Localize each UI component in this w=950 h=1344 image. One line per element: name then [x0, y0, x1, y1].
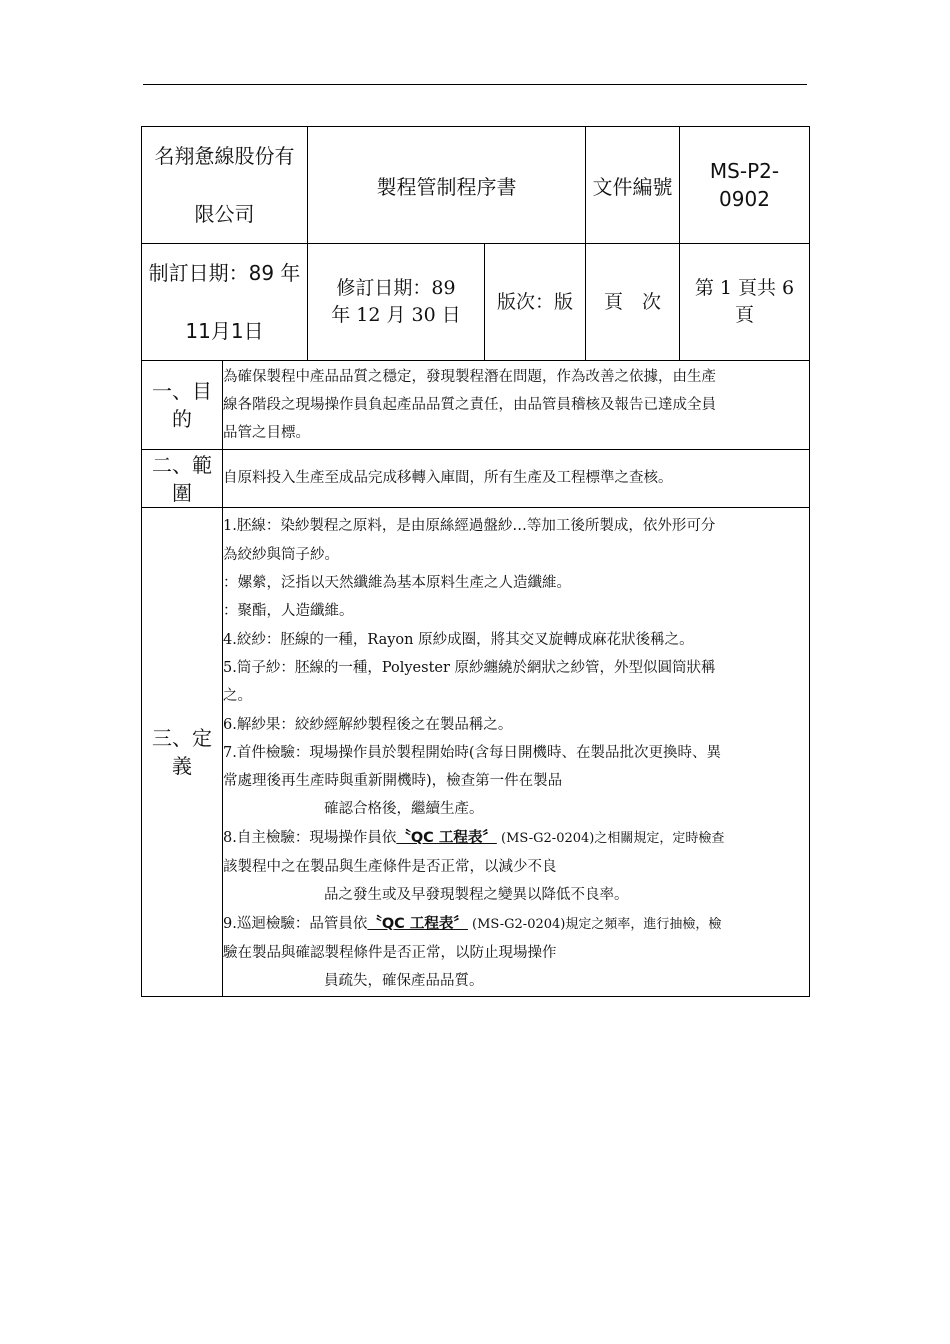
document-title: 製程管制程序書	[308, 127, 586, 244]
created-date-line2: 11月1日	[185, 319, 264, 343]
revised-date-cell	[308, 244, 485, 361]
definition-line	[223, 824, 809, 853]
scope-label-line2: 圍	[172, 480, 192, 505]
d8-suffix: (MS-G2-0204)之相關規定，定時檢查	[496, 830, 725, 846]
definitions-label	[142, 508, 223, 997]
definitions-label-line1: 三、定	[152, 726, 212, 750]
created-date-cell	[142, 244, 308, 361]
d9-suffix: (MS-G2-0204)規定之頻率，進行抽檢，檢	[467, 916, 722, 932]
scope-line: 自原料投入生產至成品完成移轉入庫間，所有生產及工程標準之查核。	[223, 470, 673, 487]
page-count-line1: 第 1 頁共 6	[694, 277, 795, 299]
definition-line: 4.絞紗：胚線的一種，Rayon 原紗成圈，將其交叉旋轉成麻花狀後稱之。	[223, 631, 694, 648]
definition-line: 該製程中之在製品與生產條件是否正常，以減少不良	[223, 859, 557, 876]
header-row	[142, 127, 810, 244]
revised-date-line2: 年 12 月 30 日	[331, 304, 461, 326]
scope-label	[142, 450, 223, 508]
purpose-row	[142, 361, 810, 450]
definition-line: 之。	[223, 688, 252, 705]
scope-text	[223, 450, 810, 508]
definition-line: 5.筒子紗：胚線的一種，Polyester 原紗纏繞於網狀之紗管，外型似圓筒狀稱	[223, 659, 716, 676]
meta-row	[142, 244, 810, 361]
definitions-text	[223, 508, 810, 997]
definition-line: 6.解紗果：絞紗經解紗製程後之在製品稱之。	[223, 716, 513, 733]
purpose-text	[223, 361, 810, 450]
page-label-cell: 頁 次	[586, 244, 680, 361]
definition-line: 7.首件檢驗：現場操作員於製程開始時(含每日開機時、在製品批次更換時、異	[223, 744, 721, 761]
doc-number-line2: 0902	[719, 187, 770, 211]
company-name-cell	[142, 127, 308, 244]
definition-line	[223, 910, 809, 939]
d8-prefix: 8.自主檢驗：現場操作員依	[223, 829, 397, 846]
definition-line: ：嫘縈，泛指以天然纖維為基本原料生產之人造纖維。	[223, 575, 571, 592]
page-count-cell	[680, 244, 810, 361]
definitions-label-line2: 義	[172, 754, 192, 778]
qc-table-reference: 〝QC 工程表〞	[367, 915, 468, 932]
qc-table-reference: 〝QC 工程表〞	[396, 829, 497, 846]
definition-line: 常處理後再生產時與重新開機時)，檢查第一件在製品	[223, 773, 563, 790]
purpose-label-line2: 的	[172, 407, 192, 431]
doc-number-label: 文件編號	[586, 127, 680, 244]
company-name-line2: 限公司	[194, 202, 255, 226]
definition-line: 品之發生或及早發現製程之變異以降低不良率。	[324, 887, 629, 904]
definitions-row	[142, 508, 810, 997]
purpose-label	[142, 361, 223, 450]
purpose-line: 品管之目標。	[223, 425, 310, 442]
scope-label-line1: 二、範	[152, 452, 212, 477]
doc-number-cell	[680, 127, 810, 244]
scope-row	[142, 450, 810, 508]
definition-line: 1.胚線：染紗製程之原料，是由原絲經過盤紗…等加工後所製成，依外形可分	[223, 518, 716, 535]
revised-date-line1: 修訂日期：89	[336, 277, 456, 299]
page-count-line2: 頁	[734, 304, 754, 326]
purpose-label-line1: 一、目	[152, 379, 212, 403]
definition-line: 確認合格後，繼續生產。	[324, 801, 484, 818]
definition-line: 員疏失，確保產品品質。	[324, 973, 484, 990]
company-name-line1: 名翔惫線股份有	[154, 144, 295, 168]
procedure-table	[141, 126, 810, 997]
definition-line: 為絞紗與筒子紗。	[223, 546, 339, 563]
definition-line: ：聚酯，人造纖維。	[223, 603, 354, 620]
d9-prefix: 9.巡迴檢驗：品管員依	[223, 915, 368, 932]
created-date-line1: 制訂日期：89 年	[148, 261, 301, 285]
doc-number-line1: MS-P2-	[709, 159, 780, 183]
purpose-line: 為確保製程中產品品質之穩定，發現製程潛在問題，作為改善之依據，由生產	[223, 368, 716, 385]
top-rule	[143, 84, 807, 85]
purpose-line: 線各階段之現場操作員負起產品品質之責任，由品管員稽核及報告已達成全員	[223, 396, 716, 413]
definition-line: 驗在製品與確認製程條件是否正常，以防止現場操作	[223, 944, 557, 961]
version-cell: 版次：版	[485, 244, 586, 361]
